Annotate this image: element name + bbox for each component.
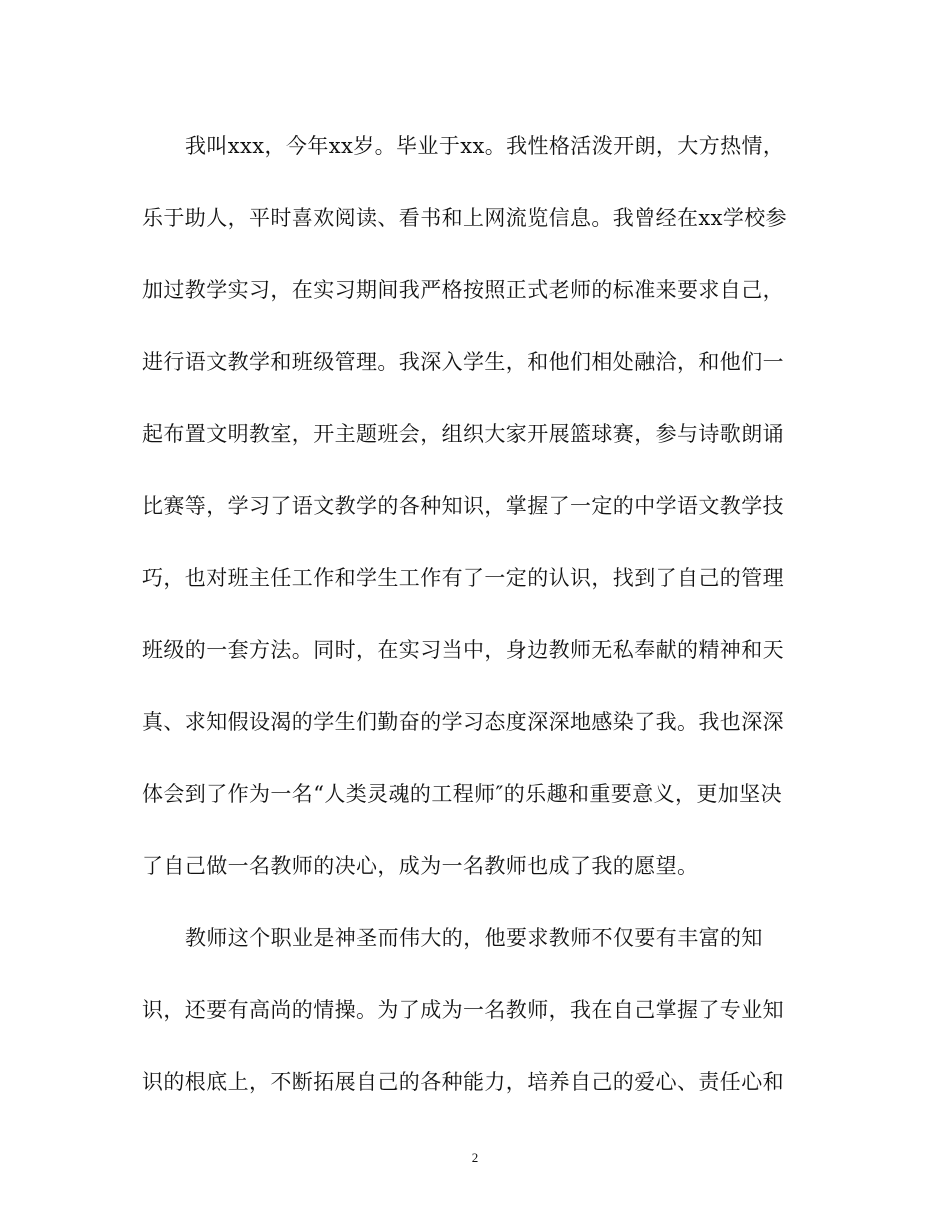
text-line: 识，还要有高尚的情操。为了成为一名教师，我在自己掌握了专业知 xyxy=(142,998,784,1022)
text-line: 加过教学实习，在实习期间我严格按照正式老师的标准来要求自己， xyxy=(142,278,784,302)
text-line: 班级的一套方法。同时，在实习当中，身边教师无私奉献的精神和天 xyxy=(142,638,784,662)
text-line: 起布置文明教室，开主题班会，组织大家开展篮球赛，参与诗歌朗诵 xyxy=(142,422,784,446)
text-line: 真、求知假设渴的学生们勤奋的学习态度深深地感染了我。我也深深 xyxy=(142,710,784,734)
text-line: 进行语文教学和班级管理。我深入学生，和他们相处融洽，和他们一 xyxy=(142,350,784,374)
text-line: 比赛等，学习了语文教学的各种知识，掌握了一定的中学语文教学技 xyxy=(142,494,784,518)
text-line: 巧，也对班主任工作和学生工作有了一定的认识，找到了自己的管理 xyxy=(142,566,784,590)
text-line: 我叫xxx，今年xx岁。毕业于xx。我性格活泼开朗，大方热情， xyxy=(185,134,785,158)
page-number: 2 xyxy=(471,1150,479,1165)
text-line: 体会到了作为一名“人类灵魂的工程师″的乐趣和重要意义，更加坚决 xyxy=(142,782,782,806)
text-line: 教师这个职业是神圣而伟大的，他要求教师不仅要有丰富的知 xyxy=(185,926,763,950)
text-line: 识的根底上，不断拓展自己的各种能力，培养自己的爱心、责任心和 xyxy=(142,1070,784,1094)
text-line: 了自己做一名教师的决心，成为一名教师也成了我的愿望。 xyxy=(142,854,699,878)
text-line: 乐于助人，平时喜欢阅读、看书和上网流览信息。我曾经在xx学校参 xyxy=(142,206,788,230)
